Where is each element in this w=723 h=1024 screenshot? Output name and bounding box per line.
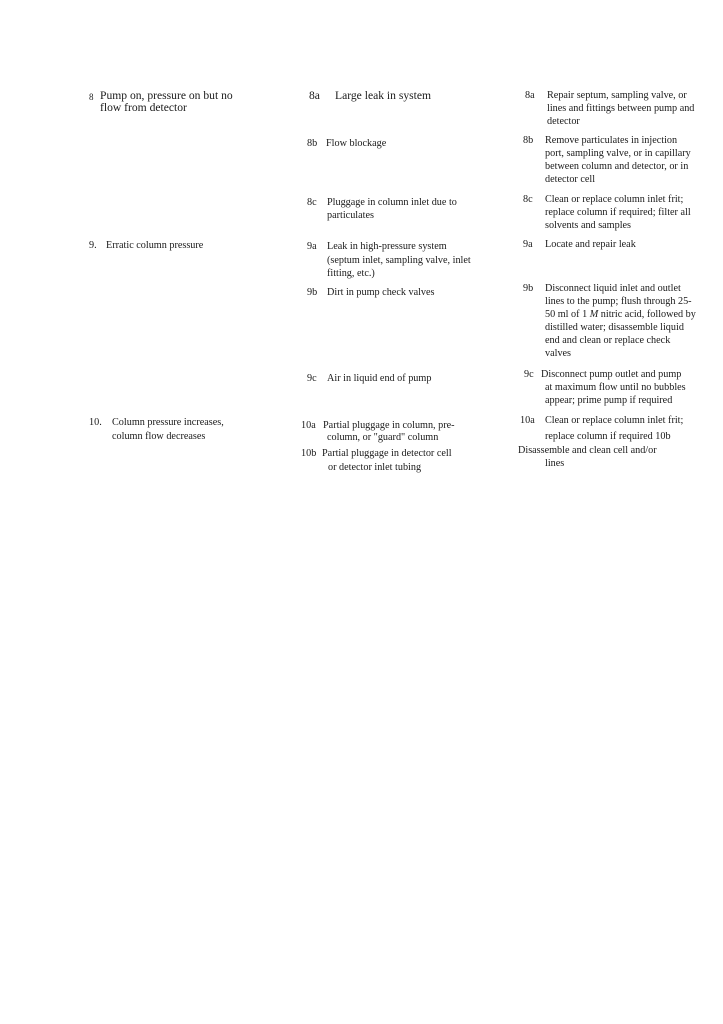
text-run: 50 ml of 1 [545,309,590,320]
remedy-text-line: Clean or replace column inlet frit; [545,194,684,205]
remedy-text-line: end and clean or replace check [545,335,671,346]
cause-text-line: Large leak in system [335,89,432,102]
remedy-number: 9b [523,283,534,294]
cause-number: 8b [307,138,318,149]
remedy-text-line: lines and fittings between pump and [547,103,695,114]
remedy-text-line: replace column if required; filter all [545,207,691,218]
cause-number: 8a [309,89,320,102]
remedy-number: 8b [523,135,534,146]
cause-text-line: Pluggage in column inlet due to [327,197,457,208]
problem-text-line: Erratic column pressure [106,240,204,251]
remedy-text-line: between column and detector, or in [545,161,689,172]
cause-text-line: Partial pluggage in column, pre- [323,420,455,431]
remedy-text-line: Locate and repair leak [545,239,636,250]
remedy-text-line: Disassemble and clean cell and/or [518,445,657,456]
remedy-text-line: valves [545,348,572,359]
remedy-text-line: Remove particulates in injection [545,135,678,146]
cause-text-line: Flow blockage [326,138,387,149]
remedy-number: 9a [523,239,533,250]
remedy-text-line: detector cell [545,174,596,185]
remedy-number: 8c [523,194,533,205]
molarity-symbol: M [589,309,599,320]
cause-text-line: fitting, etc.) [327,268,375,279]
remedy-text-line: lines [545,458,565,469]
cause-number: 10a [301,420,316,431]
cause-text-line: or detector inlet tubing [328,462,422,473]
problem-text-line: Column pressure increases, [112,417,224,428]
problem-text-line: Pump on, pressure on but no [100,89,233,102]
cause-text-line: column, or "guard" column [327,432,439,443]
remedy-text-line: Clean or replace column inlet frit; [545,415,684,426]
remedy-text-line [545,308,696,321]
text-run: nitric acid, followed by [598,309,696,320]
remedy-text-line: at maximum flow until no bubbles [545,382,686,393]
problem-number: 10. [89,417,102,428]
remedy-text-line: lines to the pump; flush through 25- [545,296,692,307]
cause-text-line: Partial pluggage in detector cell [322,448,452,459]
remedy-text-line: Disconnect pump outlet and pump [541,369,682,380]
cause-number: 9a [307,241,317,252]
cause-text-line: Dirt in pump check valves [327,287,435,298]
remedy-text-line: Repair septum, sampling valve, or [547,90,687,101]
remedy-number: 9c [524,369,534,380]
remedy-text-line: replace column if required 10b [545,431,671,442]
remedy-text-line: port, sampling valve, or in capillary [545,148,691,159]
problem-number: 8 [89,92,94,102]
cause-number: 9c [307,373,317,384]
problem-text-line: flow from detector [100,101,187,114]
cause-text-line: particulates [327,210,374,221]
remedy-text-line: distilled water; disassemble liquid [545,322,684,333]
remedy-text-line: appear; prime pump if required [545,395,673,406]
remedy-text-line: Disconnect liquid inlet and outlet [545,283,681,294]
remedy-number: 10a [520,415,535,426]
cause-text-line: (septum inlet, sampling valve, inlet [327,255,471,266]
problem-text-line: column flow decreases [112,431,206,442]
cause-text-line: Air in liquid end of pump [327,373,432,384]
cause-number: 10b [301,448,317,459]
cause-number: 8c [307,197,317,208]
remedy-text-line: solvents and samples [545,220,632,231]
cause-number: 9b [307,287,318,298]
cause-text-line: Leak in high-pressure system [327,241,447,252]
remedy-text-line: detector [547,116,580,127]
remedy-number: 8a [525,90,535,101]
problem-number: 9. [89,240,97,251]
